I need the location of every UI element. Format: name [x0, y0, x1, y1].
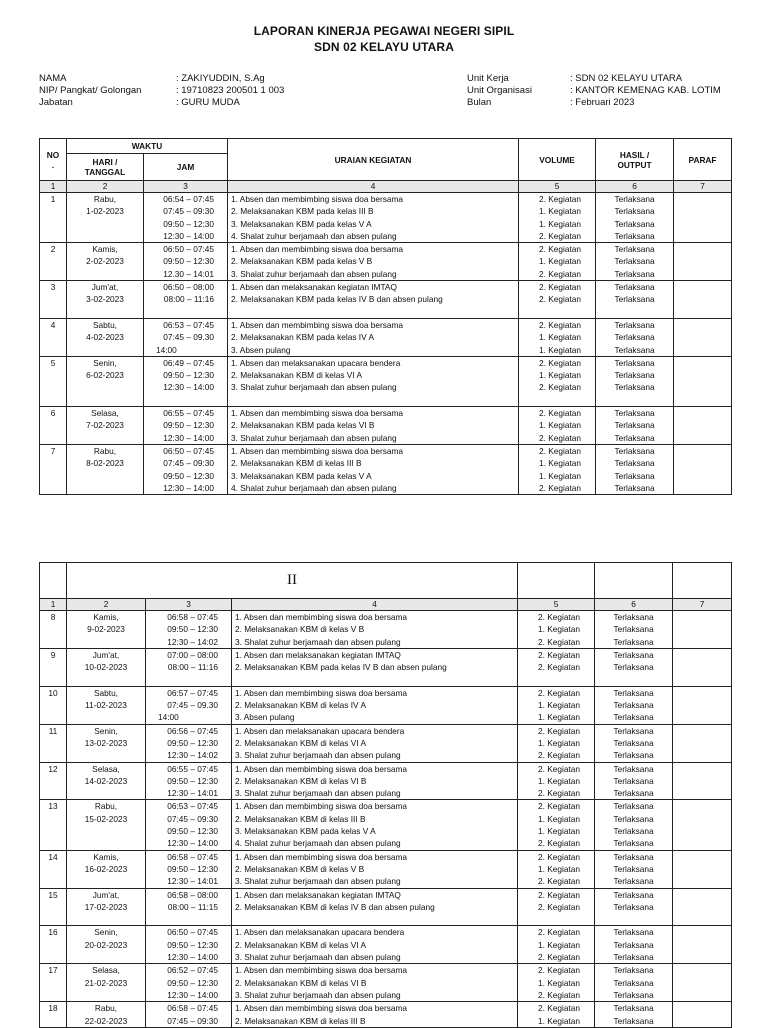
info-label: NAMA	[39, 73, 67, 84]
row-number: 17	[40, 964, 67, 1002]
row-number: 13	[40, 800, 67, 850]
col-jam-header: JAM	[144, 154, 228, 181]
table-row	[40, 926, 732, 964]
row-activities: 1. Absen dan membimbing siswa doa bersama 2. Melaksanakan KBM di kelas VI B 3. Shalat zuhur berjamaah dan absen pulang	[232, 762, 518, 800]
info-value: : Februari 2023	[570, 97, 635, 108]
info-value: : KANTOR KEMENAG KAB. LOTIM	[570, 85, 721, 96]
row-activities: 1. Absen dan membimbing siswa doa bersama 2. Melaksanakan KBM pada kelas III B 3. Melaksanakan KBM pada kelas V A 4. Shalat zuhur berjamaah dan absen pulang	[228, 193, 519, 243]
row-day-date: Senin, 6-02-2023	[67, 356, 144, 406]
row-times: 06:50 – 07:45 09:50 – 12:30 12.30 – 14:01	[144, 243, 228, 281]
row-number: 12	[40, 762, 67, 800]
row-volume: 2. Kegiatan 1. Kegiatan 2. Kegiatan	[518, 926, 595, 964]
row-activities: 1. Absen dan melaksanakan kegiatan IMTAQ 2. Melaksanakan KBM di kelas IV B dan absen pulang	[232, 888, 518, 926]
row-paraf	[673, 648, 732, 686]
row-volume: 2. Kegiatan 2. Kegiatan	[519, 281, 596, 319]
row-activities: 1. Absen dan membimbing siswa doa bersama 2. Melaksanakan KBM pada kelas V B 3. Shalat zuhur berjamaah dan absen pulang	[228, 243, 519, 281]
table-row	[40, 318, 732, 356]
row-day-date: Selasa, 14-02-2023	[67, 762, 146, 800]
row-hasil: Terlaksana Terlaksana Terlaksana	[595, 686, 673, 724]
row-times: 06:55 – 07:45 09:50 – 12:30 12:30 – 14:00	[144, 407, 228, 445]
row-paraf	[673, 1002, 732, 1028]
row-activities: 1. Absen dan membimbing siswa doa bersama 2. Melaksanakan KBM di kelas V B 3. Shalat zuhur berjamaah dan absen pulang	[232, 611, 518, 649]
table-row	[40, 1002, 732, 1028]
row-activities: 1. Absen dan membimbing siswa doa bersama 2. Melaksanakan KBM pada kelas IV A 3. Absen pulang	[228, 318, 519, 356]
info-row-jabatan	[39, 97, 284, 109]
row-number: 11	[40, 724, 67, 762]
table-row	[40, 648, 732, 686]
table-row	[40, 850, 732, 888]
table-row	[40, 407, 732, 445]
row-activities: 1. Absen dan melaksanakan upacara bendera 2. Melaksanakan KBM di kelas VI A 3. Shalat zuhur berjamaah dan absen pulang	[232, 926, 518, 964]
row-paraf	[674, 243, 732, 281]
school-title: SDN 02 KELAYU UTARA	[314, 40, 454, 54]
table-row	[40, 356, 732, 406]
row-times: 06:49 – 07:45 09:50 – 12:30 12:30 – 14:00	[144, 356, 228, 406]
info-row-bulan	[467, 97, 721, 109]
info-value: : GURU MUDA	[176, 97, 240, 108]
table-row	[40, 964, 732, 1002]
row-hasil: Terlaksana Terlaksana Terlaksana	[595, 964, 673, 1002]
row-hasil: Terlaksana Terlaksana Terlaksana	[596, 318, 674, 356]
row-number: 1	[40, 193, 67, 243]
row-volume: 2. Kegiatan 1. Kegiatan 2. Kegiatan	[519, 407, 596, 445]
row-times: 07:00 – 08:00 08:00 – 11:16	[146, 648, 232, 686]
row-hasil: Terlaksana Terlaksana Terlaksana	[595, 926, 673, 964]
row-volume: 2. Kegiatan 2. Kegiatan	[518, 888, 595, 926]
row-number: 14	[40, 850, 67, 888]
column-number-row: 1 2 3 4 5 6 7	[40, 599, 732, 611]
row-hasil: Terlaksana Terlaksana Terlaksana Terlaksana	[595, 800, 673, 850]
row-day-date: Rabu, 22-02-2023	[67, 1002, 146, 1028]
row-paraf	[674, 281, 732, 319]
table-row	[40, 281, 732, 319]
info-row-unit-kerja	[467, 73, 721, 85]
row-day-date: Sabtu, 4-02-2023	[67, 318, 144, 356]
row-day-date: Senin, 20-02-2023	[67, 926, 146, 964]
row-paraf	[673, 800, 732, 850]
row-activities: 1. Absen dan melaksanakan upacara bendera 2. Melaksanakan KBM di kelas VI A 3. Shalat zuhur berjamaah dan absen pulang	[228, 356, 519, 406]
row-activities: 1. Absen dan membimbing siswa doa bersama 2. Melaksanakan KBM di kelas III B	[232, 1002, 518, 1028]
row-times: 06:58 – 07:45 09:50 – 12:30 12:30 – 14:01	[146, 850, 232, 888]
row-volume: 2. Kegiatan 1. Kegiatan 1. Kegiatan 2. Kegiatan	[519, 193, 596, 243]
info-label: Unit Kerja	[467, 73, 509, 84]
row-paraf	[673, 611, 732, 649]
info-row-nama	[39, 73, 284, 85]
row-paraf	[673, 850, 732, 888]
row-hasil: Terlaksana Terlaksana	[595, 1002, 673, 1028]
row-hasil: Terlaksana Terlaksana	[595, 888, 673, 926]
row-paraf	[674, 444, 732, 494]
row-volume: 2. Kegiatan 1. Kegiatan 1. Kegiatan	[519, 318, 596, 356]
row-paraf	[673, 724, 732, 762]
row-activities: 1. Absen dan membimbing siswa doa bersama 2. Melaksanakan KBM pada kelas VI B 3. Shalat zuhur berjamaah dan absen pulang	[228, 407, 519, 445]
row-paraf	[673, 686, 732, 724]
row-times: 06:53 – 07:45 07:45 – 09:30 09:50 – 12:30 12:30 – 14:00	[146, 800, 232, 850]
row-activities: 1. Absen dan melaksanakan upacara bendera 2. Melaksanakan KBM di kelas VI A 3. Shalat zuhur berjamaah dan absen pulang	[232, 724, 518, 762]
info-label: NIP/ Pangkat/ Golongan	[39, 85, 142, 96]
row-volume: 2. Kegiatan 1. Kegiatan 2. Kegiatan	[519, 243, 596, 281]
row-hasil: Terlaksana Terlaksana Terlaksana	[596, 356, 674, 406]
info-label: Unit Organisasi	[467, 85, 532, 96]
row-number: 18	[40, 1002, 67, 1028]
row-times: 06:50 – 08:00 08:00 – 11:16	[144, 281, 228, 319]
row-times: 06:50 – 07:45 09:50 – 12:30 12:30 – 14:00	[146, 926, 232, 964]
header-blank-cell	[40, 563, 67, 599]
row-times: 06:53 – 07:45 07:45 – 09.30 14:00	[144, 318, 228, 356]
row-volume: 2. Kegiatan 1. Kegiatan 1. Kegiatan	[518, 686, 595, 724]
row-volume: 2. Kegiatan 1. Kegiatan 2. Kegiatan	[518, 964, 595, 1002]
row-number: 2	[40, 243, 67, 281]
info-value: : ZAKIYUDDIN, S.Ag	[176, 73, 265, 84]
row-number: 8	[40, 611, 67, 649]
row-times: 06:50 – 07:45 07:45 – 09:30 09:50 – 12:30 12:30 – 14:00	[144, 444, 228, 494]
row-day-date: Selasa, 7-02-2023	[67, 407, 144, 445]
row-hasil: Terlaksana Terlaksana Terlaksana	[596, 243, 674, 281]
row-number: 16	[40, 926, 67, 964]
row-times: 06:58 – 07:45 09:50 – 12:30 12:30 – 14:02	[146, 611, 232, 649]
table-row	[40, 724, 732, 762]
table-row	[40, 611, 732, 649]
activity-table-page2	[39, 562, 732, 1028]
header-blank-cell	[673, 563, 732, 599]
row-volume: 2. Kegiatan 1. Kegiatan 2. Kegiatan	[518, 762, 595, 800]
row-paraf	[673, 762, 732, 800]
row-paraf	[674, 193, 732, 243]
row-number: 15	[40, 888, 67, 926]
row-paraf	[674, 318, 732, 356]
row-number: 3	[40, 281, 67, 319]
row-day-date: Kamis, 9-02-2023	[67, 611, 146, 649]
row-day-date: Senin, 13-02-2023	[67, 724, 146, 762]
col-uraian-header: URAIAN KEGIATAN	[228, 139, 519, 181]
table-row	[40, 888, 732, 926]
row-hasil: Terlaksana Terlaksana Terlaksana Terlaksana	[596, 193, 674, 243]
row-volume: 2. Kegiatan 1. Kegiatan	[518, 1002, 595, 1028]
row-day-date: Kamis, 2-02-2023	[67, 243, 144, 281]
row-volume: 2. Kegiatan 1. Kegiatan 2. Kegiatan	[518, 850, 595, 888]
row-volume: 2. Kegiatan 1. Kegiatan 1. Kegiatan 2. Kegiatan	[518, 800, 595, 850]
row-day-date: Sabtu, 11-02-2023	[67, 686, 146, 724]
table-body	[40, 193, 732, 495]
row-number: 4	[40, 318, 67, 356]
row-times: 06:55 – 07:45 09:50 – 12:30 12:30 – 14:01	[146, 762, 232, 800]
info-row-unit-organisasi	[467, 85, 721, 97]
row-hasil: Terlaksana Terlaksana Terlaksana	[596, 407, 674, 445]
row-volume: 2. Kegiatan 1. Kegiatan 2. Kegiatan	[518, 724, 595, 762]
row-activities: 1. Absen dan membimbing siswa doa bersama 2. Melaksanakan KBM di kelas V B 3. Shalat zuhur berjamaah dan absen pulang	[232, 850, 518, 888]
row-number: 9	[40, 648, 67, 686]
employee-info	[39, 73, 284, 109]
table-row	[40, 762, 732, 800]
table-body	[40, 611, 732, 1028]
col-hasil-header: HASIL / OUTPUT	[596, 139, 674, 181]
row-hasil: Terlaksana Terlaksana Terlaksana	[595, 850, 673, 888]
col-waktu-header: WAKTU	[67, 139, 228, 154]
row-volume: 2. Kegiatan 1. Kegiatan 2. Kegiatan	[519, 356, 596, 406]
row-paraf	[674, 407, 732, 445]
info-label: Jabatan	[39, 97, 73, 108]
row-paraf	[674, 356, 732, 406]
row-times: 06:52 – 07:45 09:50 – 12:30 12:30 – 14:00	[146, 964, 232, 1002]
col-volume-header: VOLUME	[519, 139, 596, 181]
column-number-row: 1 2 3 4 5 6 7	[40, 181, 732, 193]
header-blank-cell	[518, 563, 595, 599]
row-times: 06:57 – 07:45 07:45 – 09.30 14:00	[146, 686, 232, 724]
table-row	[40, 444, 732, 494]
table-row	[40, 193, 732, 243]
row-day-date: Kamis, 16-02-2023	[67, 850, 146, 888]
table-row	[40, 800, 732, 850]
row-day-date: Rabu, 15-02-2023	[67, 800, 146, 850]
col-paraf-header: PARAF	[674, 139, 732, 181]
row-hasil: Terlaksana Terlaksana Terlaksana	[595, 762, 673, 800]
row-day-date: Rabu, 1-02-2023	[67, 193, 144, 243]
row-number: 5	[40, 356, 67, 406]
table-row	[40, 686, 732, 724]
row-times: 06:56 – 07:45 09:50 – 12:30 12:30 – 14:02	[146, 724, 232, 762]
col-hari-header: HARI / TANGGAL	[67, 154, 144, 181]
row-hasil: Terlaksana Terlaksana Terlaksana Terlaksana	[596, 444, 674, 494]
table-row	[40, 243, 732, 281]
row-activities: 1. Absen dan melaksanakan kegiatan IMTAQ 2. Melaksanakan KBM pada kelas IV B dan absen pulang	[232, 648, 518, 686]
row-number: 7	[40, 444, 67, 494]
row-day-date: Jum'at, 10-02-2023	[67, 648, 146, 686]
row-activities: 1. Absen dan melaksanakan kegiatan IMTAQ 2. Melaksanakan KBM pada kelas IV B dan absen pulang	[228, 281, 519, 319]
page-roman-numeral: II	[67, 563, 518, 599]
info-label: Bulan	[467, 97, 492, 108]
row-paraf	[673, 926, 732, 964]
info-value: : SDN 02 KELAYU UTARA	[570, 73, 683, 84]
row-hasil: Terlaksana Terlaksana	[595, 648, 673, 686]
info-value: : 19710823 200501 1 003	[176, 85, 285, 96]
row-number: 6	[40, 407, 67, 445]
row-day-date: Rabu, 8-02-2023	[67, 444, 144, 494]
row-paraf	[673, 888, 732, 926]
row-number: 10	[40, 686, 67, 724]
row-volume: 2. Kegiatan 2. Kegiatan	[518, 648, 595, 686]
col-no-header: NO .	[40, 139, 67, 181]
row-hasil: Terlaksana Terlaksana Terlaksana	[595, 724, 673, 762]
activity-table-page1	[39, 138, 732, 495]
row-activities: 1. Absen dan membimbing siswa doa bersama 2. Melaksanakan KBM di kelas IV A 3. Absen pulang	[232, 686, 518, 724]
row-times: 06:58 – 07:45 07:45 – 09:30	[146, 1002, 232, 1028]
header-blank-cell	[595, 563, 673, 599]
row-activities: 1. Absen dan membimbing siswa doa bersama 2. Melaksanakan KBM di kelas III B 3. Melaksanakan KBM pada kelas V A 4. Shalat zuhur berjamaah dan absen pulang	[232, 800, 518, 850]
report-title: LAPORAN KINERJA PEGAWAI NEGERI SIPIL	[253, 24, 515, 38]
row-day-date: Selasa, 21-02-2023	[67, 964, 146, 1002]
row-hasil: Terlaksana Terlaksana Terlaksana	[595, 611, 673, 649]
row-day-date: Jum'at, 3-02-2023	[67, 281, 144, 319]
row-volume: 2. Kegiatan 1. Kegiatan 2. Kegiatan	[518, 611, 595, 649]
row-activities: 1. Absen dan membimbing siswa doa bersama 2. Melaksanakan KBM di kelas III B 3. Melaksanakan KBM pada kelas V A 4. Shalat zuhur berjamaah dan absen pulang	[228, 444, 519, 494]
row-times: 06:54 – 07:45 07:45 – 09:30 09:50 – 12:30 12:30 – 14:00	[144, 193, 228, 243]
row-hasil: Terlaksana Terlaksana	[596, 281, 674, 319]
row-times: 06:58 – 08:00 08:00 – 11:15	[146, 888, 232, 926]
row-day-date: Jum'at, 17-02-2023	[67, 888, 146, 926]
row-volume: 2. Kegiatan 1. Kegiatan 1. Kegiatan 2. Kegiatan	[519, 444, 596, 494]
row-activities: 1. Absen dan membimbing siswa doa bersama 2. Melaksanakan KBM di kelas VI B 3. Shalat zuhur berjamaah dan absen pulang	[232, 964, 518, 1002]
info-row-nip	[39, 85, 284, 97]
row-paraf	[673, 964, 732, 1002]
unit-info	[467, 73, 721, 109]
